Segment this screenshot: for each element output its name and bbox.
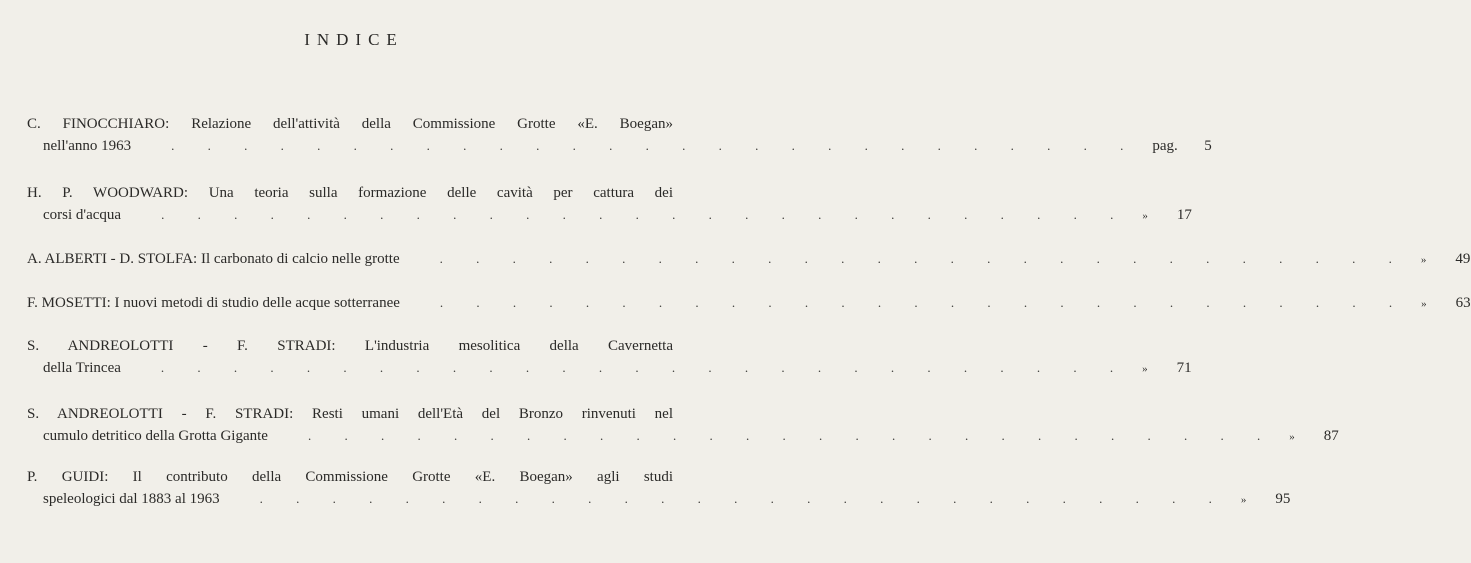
entry-row bbox=[27, 292, 1471, 315]
dot-leader: . . . . . . . . . . . . . . . . . . . . . . . . . . . bbox=[171, 138, 1139, 153]
index-entry bbox=[27, 335, 1192, 380]
entry-continuation: della Trincea bbox=[43, 360, 121, 376]
entry-continuation-row bbox=[27, 425, 1339, 448]
dot-leader: . . . . . . . . . . . . . . . . . . . . . . . . . . . bbox=[161, 207, 1129, 222]
entry-heading: S. ANDREOLOTTI - F. STRADI: L'industria mesolitica della Cavernetta bbox=[27, 338, 673, 354]
dot-leader: . . . . . . . . . . . . . . . . . . . . . . . . . . . bbox=[160, 360, 1129, 375]
dot-leader: . . . . . . . . . . . . . . . . . . . . . . . . . . . bbox=[307, 428, 1276, 443]
entry-continuation: cumulo detritico della Grotta Gigante bbox=[43, 428, 268, 444]
page-label: pag. bbox=[1152, 138, 1178, 154]
index-entry bbox=[27, 466, 1291, 511]
entry-row bbox=[27, 248, 1471, 271]
entry-continuation-row bbox=[27, 135, 1212, 157]
page-number: 87 bbox=[1323, 428, 1339, 444]
page-number: 63 bbox=[1455, 295, 1471, 311]
entry-continuation: speleologici dal 1883 al 1963 bbox=[43, 491, 220, 507]
entry-continuation: nell'anno 1963 bbox=[43, 138, 132, 154]
index-entry bbox=[27, 248, 1471, 271]
ditto-mark: » bbox=[1142, 210, 1148, 222]
entry-heading: A. ALBERTI - D. STOLFA: Il carbonato di calcio nelle grotte bbox=[27, 251, 400, 267]
ditto-mark: » bbox=[1289, 431, 1295, 443]
entry-heading: H. P. WOODWARD: Una teoria sulla formazione delle cavità per cattura dei bbox=[27, 185, 673, 201]
page-number: 17 bbox=[1176, 207, 1192, 223]
entry-continuation: corsi d'acqua bbox=[43, 207, 122, 223]
dot-leader: . . . . . . . . . . . . . . . . . . . . . . . . . . . bbox=[439, 295, 1408, 310]
ditto-mark: » bbox=[1420, 254, 1427, 266]
index-entry bbox=[27, 403, 1339, 448]
page-number: 49 bbox=[1455, 251, 1471, 267]
entry-continuation-row bbox=[27, 488, 1291, 511]
entry-heading: F. MOSETTI: I nuovi metodi di studio delle acque sotterranee bbox=[27, 295, 400, 311]
ditto-mark: » bbox=[1240, 494, 1247, 506]
entry-heading: S. ANDREOLOTTI - F. STRADI: Resti umani dell'Età del Bronzo rinvenuti nel bbox=[27, 406, 673, 422]
page-number: 95 bbox=[1275, 491, 1291, 507]
page-number: 5 bbox=[1204, 138, 1212, 154]
ditto-mark: » bbox=[1421, 298, 1427, 310]
index-entry bbox=[27, 292, 1471, 315]
index-entry bbox=[27, 182, 1192, 227]
entry-heading: P. GUIDI: Il contributo della Commissione Grotte «E. Boegan» agli studi bbox=[27, 469, 673, 485]
dot-leader: . . . . . . . . . . . . . . . . . . . . . . . . . . . bbox=[439, 251, 1407, 266]
ditto-mark: » bbox=[1142, 363, 1148, 375]
dot-leader: . . . . . . . . . . . . . . . . . . . . . . . . . . . bbox=[259, 491, 1227, 506]
page-number: 71 bbox=[1176, 360, 1192, 376]
index-title: INDICE bbox=[304, 30, 404, 49]
entry-heading: C. FINOCCHIARO: Relazione dell'attività della Commissione Grotte «E. Boegan» bbox=[27, 116, 673, 132]
index-entry bbox=[27, 113, 1212, 157]
entry-continuation-row bbox=[27, 204, 1192, 227]
entry-continuation-row bbox=[27, 357, 1192, 380]
